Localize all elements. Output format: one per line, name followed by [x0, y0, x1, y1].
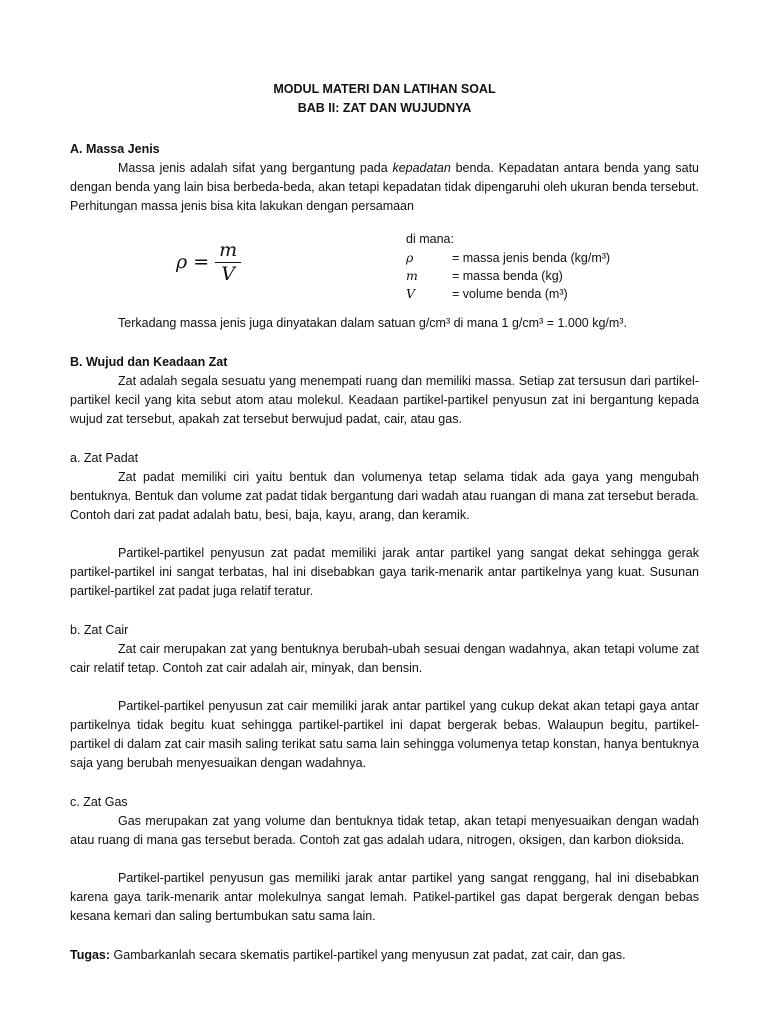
zat-gas-paragraph-1: Gas merupakan zat yang volume dan bentuknya tidak tetap, akan tetapi menyesuaikan dengan wadah atau ruang di mana gas tersebut berada. Contoh zat gas adalah udara, nitrogen, oksigen, dan karbon dioksida.	[70, 814, 699, 847]
legend-row	[406, 249, 610, 267]
legend-symbol: ρ	[406, 250, 414, 265]
legend-row	[406, 285, 610, 303]
assignment-text: Gambarkanlah secara skematis partikel-partikel yang menyusun zat padat, zat cair, dan gas.	[110, 948, 626, 962]
legend-symbol: m	[406, 268, 418, 283]
legend-description: = massa jenis benda (kg/m³)	[452, 251, 611, 265]
legend-row	[406, 267, 610, 285]
density-formula-block	[70, 232, 699, 301]
zat-padat-paragraph-2: Partikel-partikel penyusun zat padat memiliki jarak antar partikel yang sangat dekat sehingga gerak partikel-partikel ini sangat terbatas, hal ini disebabkan gaya tarik-menarik antar partikelnya yang kuat. Susunan partikel-partikel zat padat juga relatif teratur.	[70, 546, 699, 598]
section-a-paragraph-2: Terkadang massa jenis juga dinyatakan dalam satuan g/cm³ di mana 1 g/cm³ = 1.000 kg/m³.	[118, 316, 627, 330]
formula-fraction	[215, 240, 241, 284]
zat-padat-paragraph-1: Zat padat memiliki ciri yaitu bentuk dan volumenya tetap selama tidak ada gaya yang mengubah bentuknya. Bentuk dan volume zat padat tidak bergantung dari wadah atau ruangan di mana zat tersebut berada. Contoh dari zat padat adalah batu, besi, baja, kayu, arang, dan keramik.	[70, 470, 699, 522]
formula-numerator: m	[215, 240, 241, 263]
zat-cair-paragraph-2: Partikel-partikel penyusun zat cair memiliki jarak antar partikel yang cukup dekat akan tetapi gaya antar partikelnya tidak begitu kuat sehingga partikel-partikel ini dapat bergerak bebas. Walaupun begitu, partikel-partikel di dalam zat cair masih saling terikat satu sama lain sehingga volumenya tetap konstan, hanya bentuknya saja yang berubah menyesuaikan dengan wadahnya.	[70, 699, 699, 770]
zat-gas-paragraph-2: Partikel-partikel penyusun gas memiliki jarak antar partikel yang sangat renggang, hal ini disebabkan karena gaya tarik-menarik antar molekulnya sangat lemah. Patikel-partikel gas dapat bergerak dengan bebas kesana kemari dan saling bertumbukan satu sama lain.	[70, 871, 699, 923]
section-b-paragraph-1: Zat adalah segala sesuatu yang menempati ruang dan memiliki massa. Setiap zat tersusun dari partikel-partikel kecil yang kita sebut atom atau molekul. Keadaan partikel-partikel penyusun zat ini bergantung kepada wujud zat tersebut, apakah zat tersebut berwujud padat, cair, atau gas.	[70, 374, 699, 426]
document-page	[70, 80, 699, 965]
zat-gas-heading: c. Zat Gas	[70, 795, 128, 809]
title-line-2: BAB II: ZAT DAN WUJUDNYA	[297, 101, 472, 115]
formula-denominator: V	[221, 263, 236, 285]
section-b-heading: B. Wujud dan Keadaan Zat	[70, 355, 228, 369]
section-a-heading: A. Massa Jenis	[70, 142, 160, 156]
formula-legend	[406, 230, 610, 303]
zat-cair-paragraph-1: Zat cair merupakan zat yang bentuknya berubah-ubah sesuai dengan wadahnya, akan tetapi volume zat cair relatif tetap. Contoh zat cair adalah air, minyak, dan bensin.	[70, 642, 699, 675]
legend-description: = massa benda (kg)	[452, 269, 563, 283]
document-title	[70, 80, 699, 118]
zat-cair-heading: b. Zat Cair	[70, 623, 129, 637]
title-line-1: MODUL MATERI DAN LATIHAN SOAL	[273, 82, 496, 96]
legend-symbol: V	[406, 286, 416, 301]
density-formula	[176, 240, 241, 284]
zat-padat-heading: a. Zat Padat	[70, 451, 139, 465]
formula-lhs: ρ =	[176, 250, 210, 273]
legend-description: = volume benda (m³)	[452, 287, 568, 301]
kepadatan-term: kepadatan	[392, 161, 451, 175]
assignment-label: Tugas:	[70, 948, 111, 962]
assignment	[70, 946, 699, 965]
section-a-paragraph-1: Massa jenis adalah sifat yang bergantung pada kepadatan benda. Kepadatan antara benda yang satu dengan benda yang lain bisa berbeda-beda, akan tetapi kepadatan tidak dipengaruhi oleh ukuran benda tersebut. Perhitungan massa jenis bisa kita lakukan dengan persamaan	[70, 161, 699, 213]
legend-title: di mana:	[406, 232, 454, 246]
